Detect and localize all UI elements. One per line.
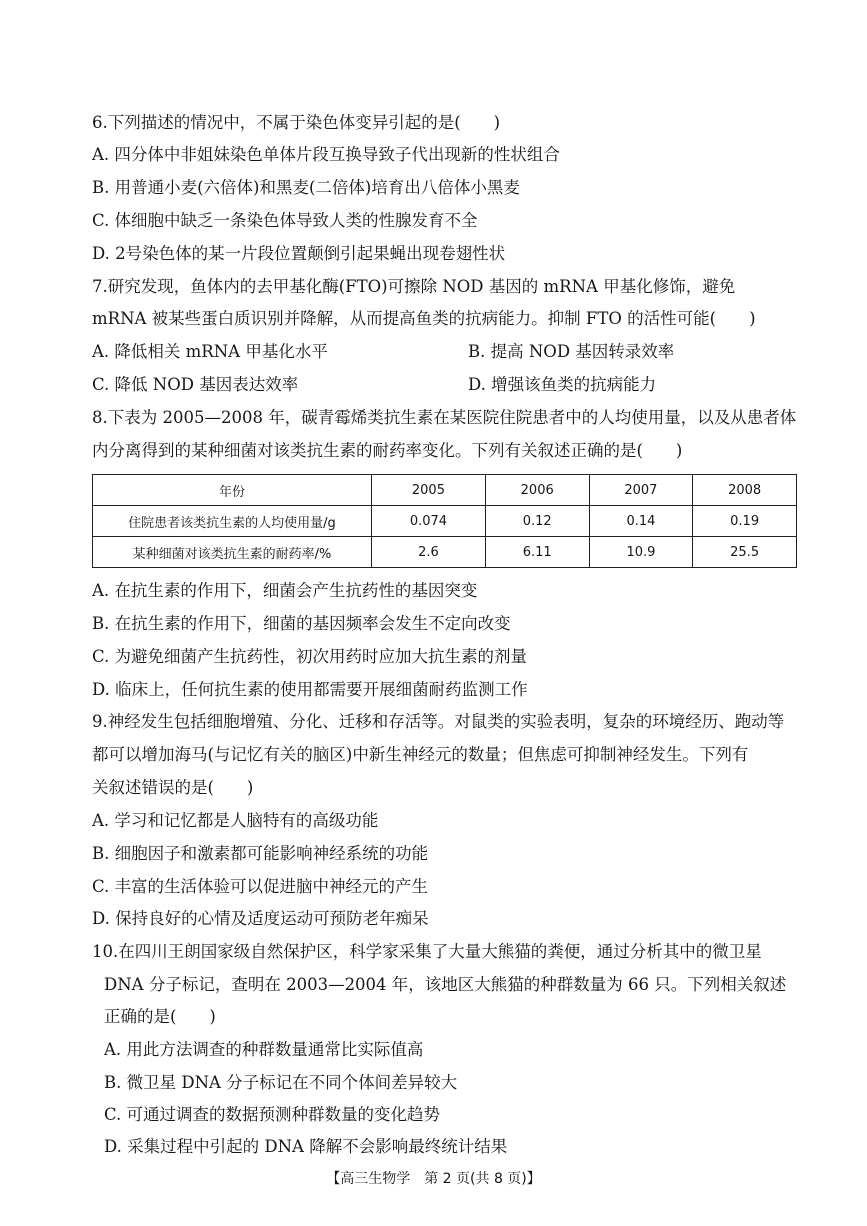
table-cell: 0.12: [485, 506, 589, 537]
q8-option-b: B. 在抗生素的作用下，细菌的基因频率会发生不定向改变: [92, 614, 511, 633]
q7-stem-line1: 7.研究发现，鱼体内的去甲基化酶(FTO)可擦除 NOD 基因的 mRNA 甲基化修饰，避免: [92, 277, 736, 296]
table-header-cell: 2005: [372, 475, 486, 506]
q6-option-d: D. 2号染色体的某一片段位置颠倒引起果蝇出现卷翅性状: [92, 244, 506, 263]
table-cell: 6.11: [485, 537, 589, 568]
antibiotic-resistance-table: [92, 474, 797, 568]
q9-option-d: D. 保持良好的心情及适度运动可预防老年痴呆: [92, 909, 429, 928]
table-cell: 住院患者该类抗生素的人均使用量/g: [93, 506, 372, 537]
q8-option-c: C. 为避免细菌产生抗药性，初次用药时应加大抗生素的剂量: [92, 647, 528, 666]
q7-option-b: B. 提高 NOD 基因转录效率: [468, 342, 675, 361]
table-row: [93, 506, 797, 537]
q6-option-a: A. 四分体中非姐妹染色单体片段互换导致子代出现新的性状组合: [92, 145, 560, 164]
table-header-cell: 2008: [693, 475, 797, 506]
q10-option-b: B. 微卫星 DNA 分子标记在不同个体间差异较大: [104, 1073, 458, 1092]
table-cell: 0.074: [372, 506, 486, 537]
q10-stem-line3: 正确的是( ): [104, 1007, 216, 1026]
q9-stem-line2: 都可以增加海马(与记忆有关的脑区)中新生神经元的数量；但焦虑可抑制神经发生。下列有: [92, 745, 749, 764]
q10-stem-line1: 10.在四川王朗国家级自然保护区，科学家采集了大量大熊猫的粪便，通过分析其中的微卫星: [92, 942, 762, 961]
q8-stem-line2: 内分离得到的某种细菌对该类抗生素的耐药率变化。下列有关叙述正确的是( ): [92, 441, 683, 460]
q7-option-d: D. 增强该鱼类的抗病能力: [468, 375, 657, 394]
q8-stem-line1: 8.下表为 2005—2008 年，碳青霉烯类抗生素在某医院住院患者中的人均使用量，以及从患者体: [92, 408, 797, 427]
q9-stem-line1: 9.神经发生包括细胞增殖、分化、迁移和存活等。对鼠类的实验表明，复杂的环境经历、跑动等: [92, 712, 785, 731]
q6-option-b: B. 用普通小麦(六倍体)和黑麦(二倍体)培育出八倍体小黑麦: [92, 178, 520, 197]
table-header-cell: 2006: [485, 475, 589, 506]
table-cell: 25.5: [693, 537, 797, 568]
table-cell: 0.14: [589, 506, 693, 537]
table-header-cell: 2007: [589, 475, 693, 506]
table-header-cell: 年份: [93, 475, 372, 506]
table-cell: 某种细菌对该类抗生素的耐药率/%: [93, 537, 372, 568]
table-header-row: [93, 475, 797, 506]
q8-option-d: D. 临床上，任何抗生素的使用都需要开展细菌耐药监测工作: [92, 680, 528, 699]
q10-option-c: C. 可通过调查的数据预测种群数量的变化趋势: [104, 1105, 441, 1124]
q9-option-a: A. 学习和记忆都是人脑特有的高级功能: [92, 811, 379, 830]
q8-option-a: A. 在抗生素的作用下，细菌会产生抗药性的基因突变: [92, 581, 478, 600]
q7-option-a: A. 降低相关 mRNA 甲基化水平: [92, 342, 328, 361]
q7-option-c: C. 降低 NOD 基因表达效率: [92, 375, 299, 394]
q9-stem-line3: 关叙述错误的是( ): [92, 778, 254, 797]
q6-stem: 6.下列描述的情况中，不属于染色体变异引起的是( ): [92, 113, 501, 132]
q6-option-c: C. 体细胞中缺乏一条染色体导致人类的性腺发育不全: [92, 211, 478, 230]
table-cell: 0.19: [693, 506, 797, 537]
q9-option-c: C. 丰富的生活体验可以促进脑中神经元的产生: [92, 877, 429, 896]
table-cell: 2.6: [372, 537, 486, 568]
q10-option-d: D. 采集过程中引起的 DNA 降解不会影响最终统计结果: [104, 1137, 508, 1156]
table-cell: 10.9: [589, 537, 693, 568]
table-row: [93, 537, 797, 568]
q7-stem-line2: mRNA 被某些蛋白质识别并降解，从而提高鱼类的抗病能力。抑制 FTO 的活性可能( ): [92, 309, 756, 328]
q10-stem-line2: DNA 分子标记，查明在 2003—2004 年，该地区大熊猫的种群数量为 66 只。下列相关叙述: [104, 975, 787, 994]
q9-option-b: B. 细胞因子和激素都可能影响神经系统的功能: [92, 844, 429, 863]
page-footer: 【高三生物学 第 2 页(共 8 页)】: [326, 1171, 541, 1187]
q10-option-a: A. 用此方法调查的种群数量通常比实际值高: [104, 1040, 424, 1059]
